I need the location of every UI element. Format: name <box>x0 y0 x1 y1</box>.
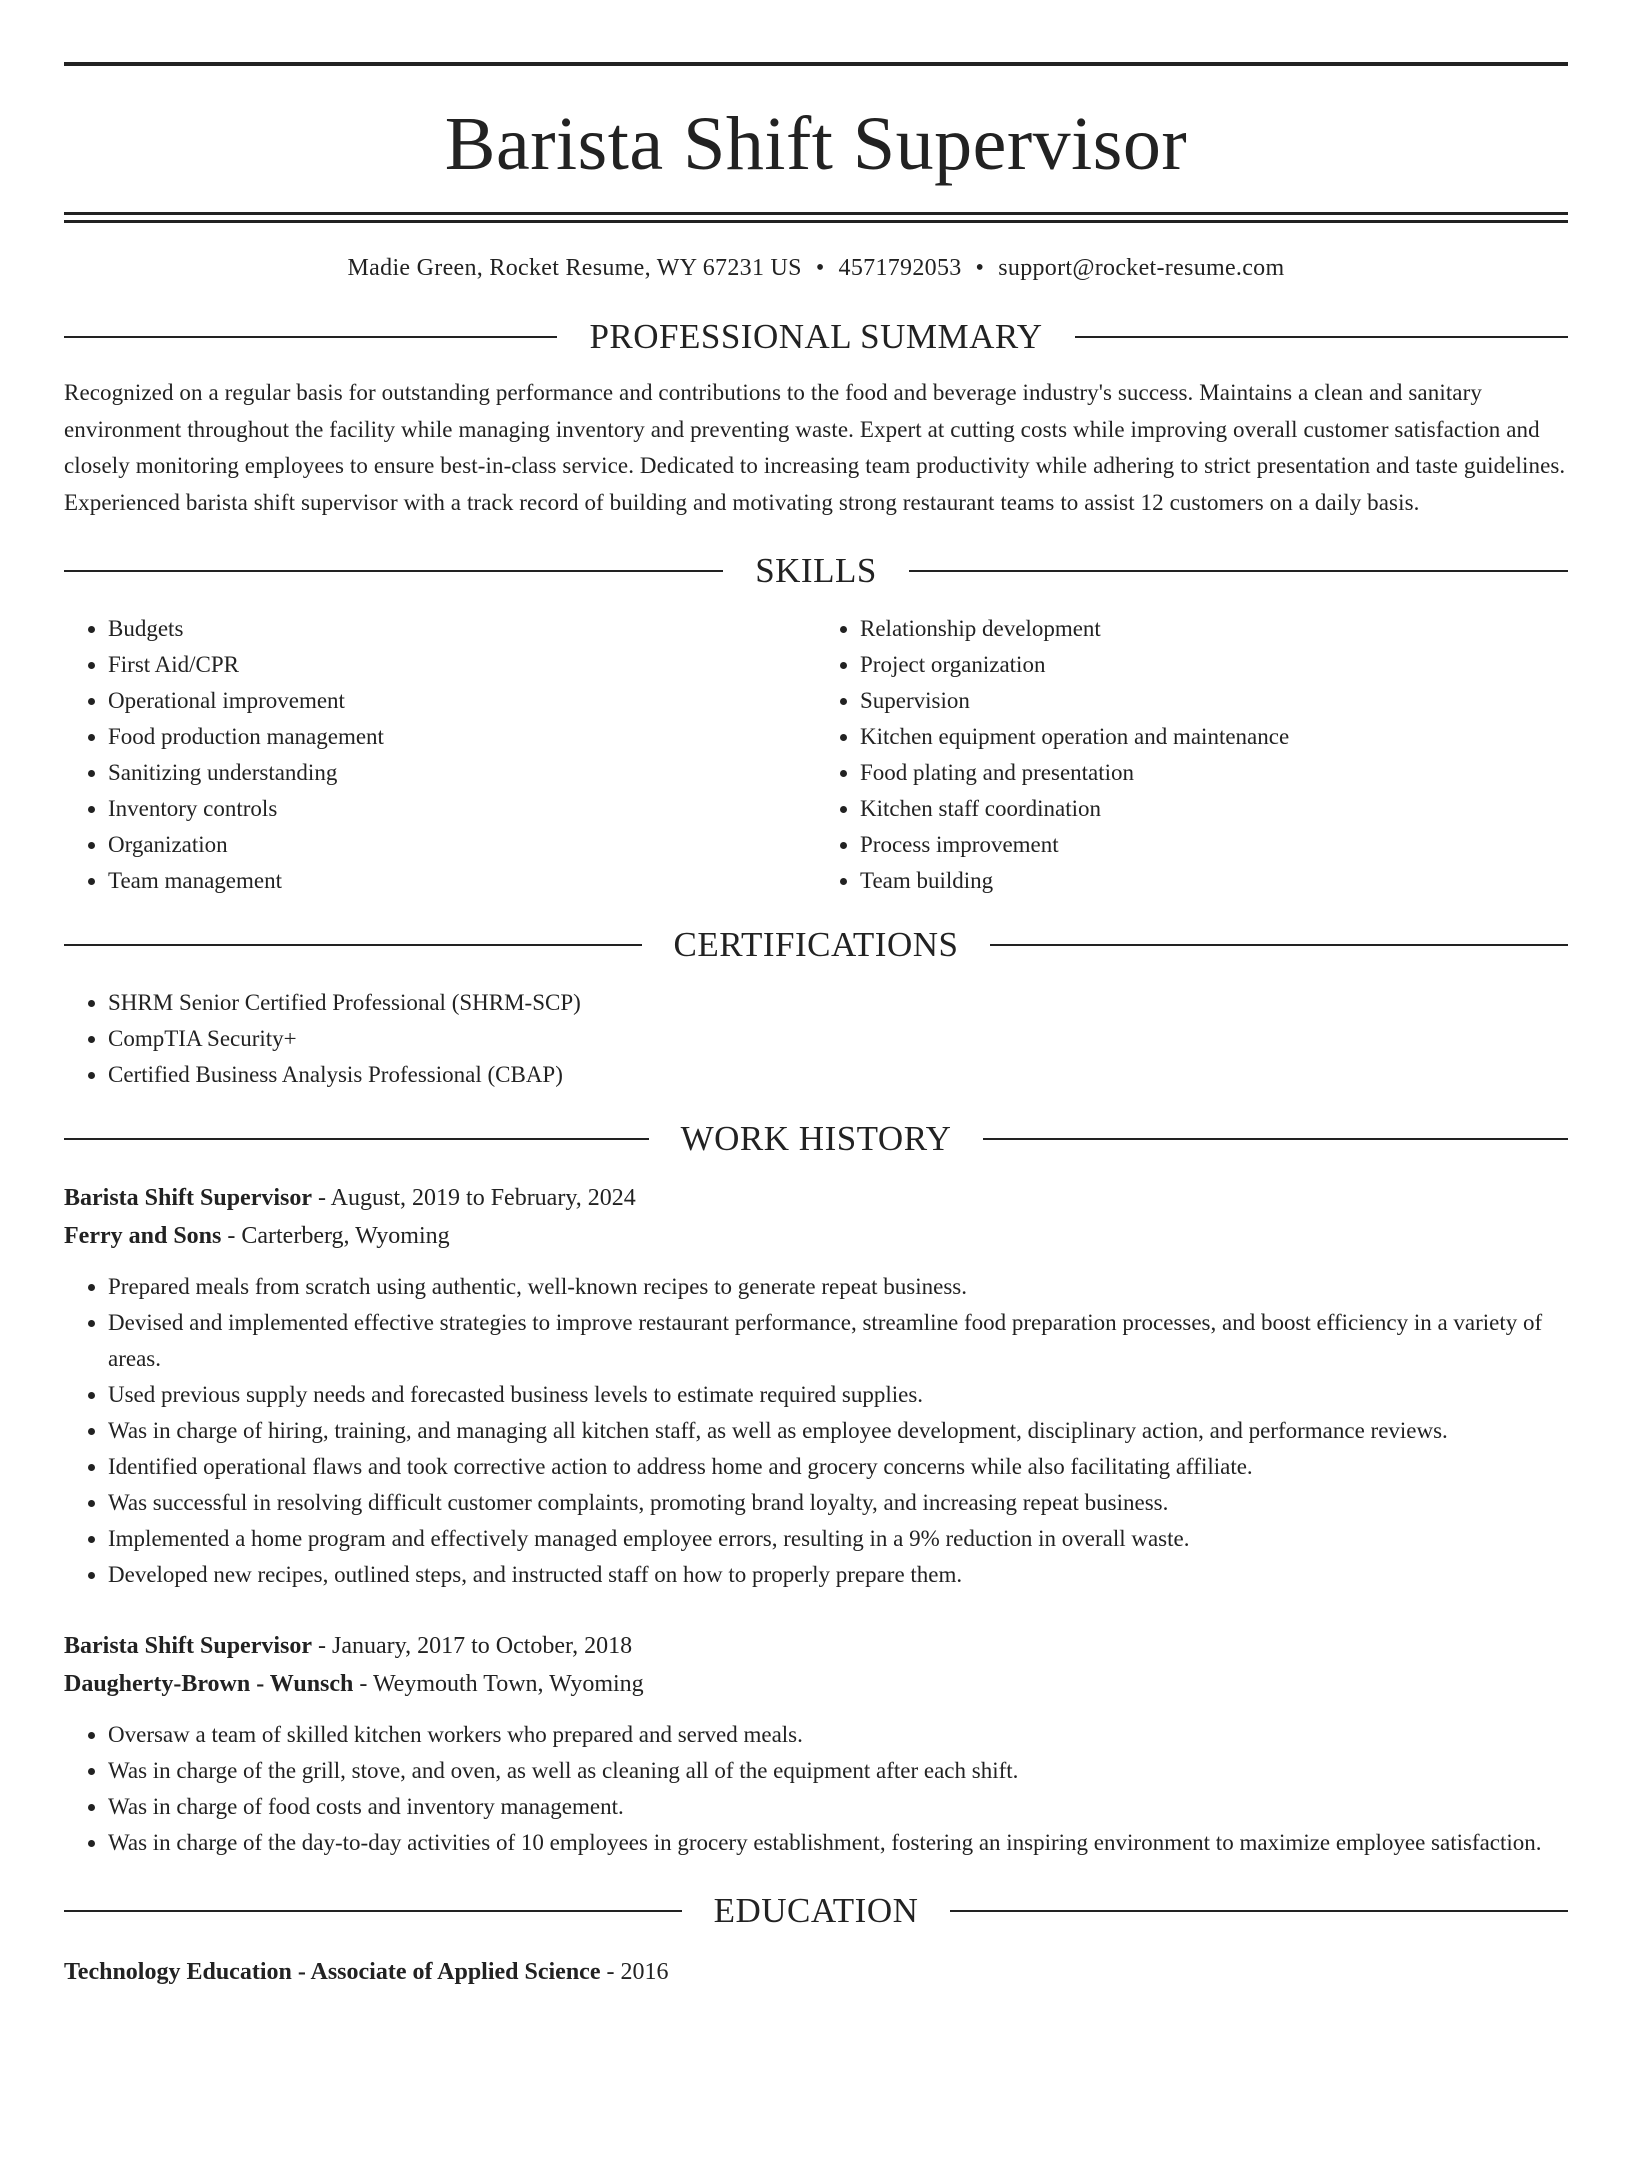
job-bullet: • Developed new recipes, outlined steps, and instructed staff on how to properly prepare them. <box>108 1557 1568 1593</box>
contact-phone: 4571792053 <box>838 255 962 281</box>
certification-item: • Certified Business Analysis Professional (CBAP) <box>108 1057 1568 1093</box>
skill-item: • Kitchen equipment operation and maintenance <box>860 719 1568 755</box>
heading-rule-right <box>1075 336 1568 338</box>
skill-item: • Food plating and presentation <box>860 755 1568 791</box>
job-entry <box>64 1627 1568 1861</box>
skills-list-left <box>64 611 816 899</box>
education-year: - 2016 <box>600 1959 669 1985</box>
job-bullet: • Devised and implemented effective strategies to improve restaurant performance, streamline food preparation processes, and boost efficiency in a variety of areas. <box>108 1305 1568 1377</box>
job-company: Daugherty-Brown - Wunsch <box>64 1671 354 1697</box>
heading-rule-left <box>64 570 723 572</box>
skill-item: • Organization <box>108 827 816 863</box>
certification-item: • SHRM Senior Certified Professional (SHRM-SCP) <box>108 985 1568 1021</box>
skill-item: • Operational improvement <box>108 683 816 719</box>
education-degree: Technology Education - Associate of Applied Science <box>64 1959 601 1985</box>
job-company: Ferry and Sons <box>64 1223 222 1249</box>
top-rule <box>64 62 1568 66</box>
work-history-heading <box>64 1119 1568 1159</box>
skill-item: • Team building <box>860 863 1568 899</box>
certifications-heading <box>64 925 1568 965</box>
job-bullet: • Used previous supply needs and forecasted business levels to estimate required supplies. <box>108 1377 1568 1413</box>
contact-address: Madie Green, Rocket Resume, WY 67231 US <box>347 255 802 281</box>
heading-rule-left <box>64 1138 649 1140</box>
job-bullet: • Oversaw a team of skilled kitchen workers who prepared and served meals. <box>108 1717 1568 1753</box>
job-company-line <box>64 1217 1568 1255</box>
title-double-rule <box>64 212 1568 223</box>
skill-item: • Kitchen staff coordination <box>860 791 1568 827</box>
job-bullet: • Implemented a home program and effectively managed employee errors, resulting in a 9% reduction in overall waste. <box>108 1521 1568 1557</box>
skills-grid <box>64 611 1568 899</box>
heading-rule-left <box>64 1910 682 1912</box>
skills-list-right <box>816 611 1568 899</box>
job-title-line <box>64 1179 1568 1217</box>
skill-item: • First Aid/CPR <box>108 647 816 683</box>
heading-rule-left <box>64 944 642 946</box>
certifications-list <box>64 985 1568 1093</box>
job-bullets <box>64 1269 1568 1593</box>
job-spacer <box>64 1593 1568 1627</box>
education-heading-label: EDUCATION <box>713 1891 919 1930</box>
job-dates: - January, 2017 to October, 2018 <box>312 1633 633 1659</box>
resume-page <box>0 62 1632 2174</box>
education-heading <box>64 1891 1568 1931</box>
skill-item: • Project organization <box>860 647 1568 683</box>
summary-heading-label: PROFESSIONAL SUMMARY <box>589 317 1043 356</box>
skill-item: • Budgets <box>108 611 816 647</box>
job-dates: - August, 2019 to February, 2024 <box>312 1185 636 1211</box>
heading-rule-right <box>990 944 1568 946</box>
skill-item: • Sanitizing understanding <box>108 755 816 791</box>
skills-heading-label: SKILLS <box>755 551 877 590</box>
job-location: - Weymouth Town, Wyoming <box>353 1671 644 1697</box>
job-bullet: • Was in charge of the day-to-day activities of 10 employees in grocery establishment, fostering an inspiring environment to maximize employee satisfaction. <box>108 1825 1568 1861</box>
heading-rule-right <box>983 1138 1568 1140</box>
job-bullet: • Prepared meals from scratch using authentic, well-known recipes to generate repeat business. <box>108 1269 1568 1305</box>
heading-rule-right <box>909 570 1568 572</box>
contact-line <box>64 253 1568 283</box>
job-location: - Carterberg, Wyoming <box>221 1223 450 1249</box>
job-bullet: • Was in charge of food costs and inventory management. <box>108 1789 1568 1825</box>
job-entry <box>64 1179 1568 1593</box>
skill-item: • Process improvement <box>860 827 1568 863</box>
skill-item: • Inventory controls <box>108 791 816 827</box>
job-title-line <box>64 1627 1568 1665</box>
job-title: Barista Shift Supervisor <box>64 1185 313 1211</box>
summary-text: Recognized on a regular basis for outstanding performance and contributions to the food and beverage industry's success. Maintains a clean and sanitary environment throughout the facility while managing inventory and preventing waste. Expert at cutting costs while improving overall customer satisfaction and closely monitoring employees to ensure best-in-class service. Dedicated to increasing team productivity while adhering to strict presentation and taste guidelines. Experienced barista shift supervisor with a track record of building and motivating strong restaurant teams to assist 12 customers on a daily basis. <box>64 380 1566 515</box>
heading-rule-right <box>950 1910 1568 1912</box>
job-bullets <box>64 1717 1568 1861</box>
skill-item: • Relationship development <box>860 611 1568 647</box>
resume-title: Barista Shift Supervisor <box>444 102 1188 186</box>
contact-email: support@rocket-resume.com <box>998 255 1285 281</box>
skills-heading <box>64 551 1568 591</box>
job-bullet: • Was in charge of hiring, training, and managing all kitchen staff, as well as employee development, disciplinary action, and performance reviews. <box>108 1413 1568 1449</box>
job-bullet: • Was in charge of the grill, stove, and oven, as well as cleaning all of the equipment after each shift. <box>108 1753 1568 1789</box>
contact-separator: • <box>975 255 985 281</box>
certifications-heading-label: CERTIFICATIONS <box>673 925 959 964</box>
skill-item: • Food production management <box>108 719 816 755</box>
job-title: Barista Shift Supervisor <box>64 1633 313 1659</box>
skill-item: • Supervision <box>860 683 1568 719</box>
heading-rule-left <box>64 336 557 338</box>
certification-item: • CompTIA Security+ <box>108 1021 1568 1057</box>
job-bullet: • Was successful in resolving difficult customer complaints, promoting brand loyalty, and increasing repeat business. <box>108 1485 1568 1521</box>
skill-item: • Team management <box>108 863 816 899</box>
job-bullet: • Identified operational flaws and took corrective action to address home and grocery concerns while also facilitating affiliate. <box>108 1449 1568 1485</box>
job-company-line <box>64 1665 1568 1703</box>
education-entry <box>64 1953 1568 1991</box>
work-history-heading-label: WORK HISTORY <box>680 1119 952 1158</box>
summary-heading <box>64 317 1568 357</box>
contact-separator: • <box>815 255 825 281</box>
